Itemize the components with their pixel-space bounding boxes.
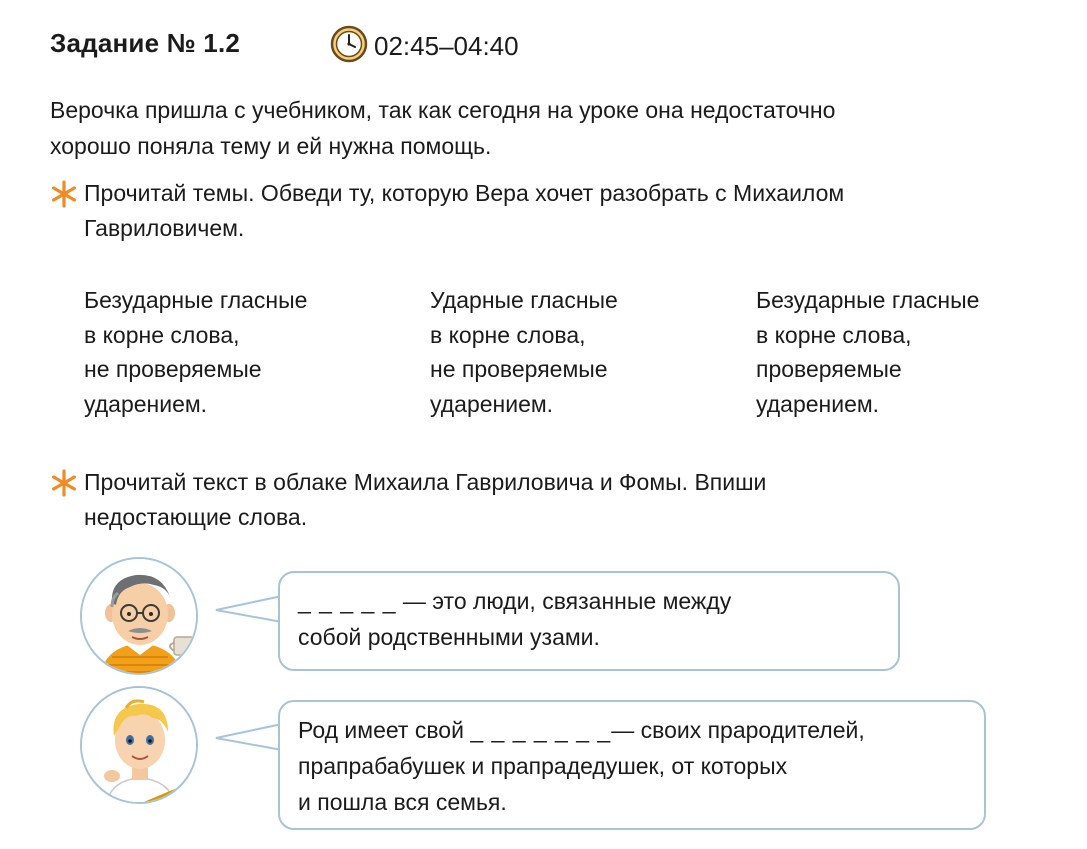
topic-option-1[interactable] (84, 283, 307, 421)
task-timer (330, 25, 519, 68)
speech-bubble-tail (210, 590, 284, 630)
topic-line: Ударные гласные (430, 287, 618, 313)
topic-line: не проверяемые (84, 356, 262, 382)
time-range: 02:45–04:40 (374, 31, 519, 61)
task-2-line-1: Прочитай текст в облаке Михаила Гавриловича и Фомы. Впиши (84, 469, 767, 495)
boy-avatar (80, 686, 198, 804)
bubble-line: прапрабабушек и прапрадедушек, от которых (298, 753, 788, 779)
intro-paragraph (50, 92, 1040, 164)
topic-line: в корне слова, (84, 321, 240, 348)
grandfather-avatar (80, 557, 198, 675)
task-instruction-1 (50, 176, 1050, 246)
task-2-line-2: недостающие слова. (84, 504, 308, 530)
topic-line: ударением. (430, 390, 554, 417)
bubble-text: — это люди, связанные между (396, 588, 732, 614)
asterisk-icon (50, 180, 84, 213)
topic-line: ударением. (756, 390, 880, 417)
bubble-line (298, 583, 880, 619)
topic-line: Безударные гласные (84, 287, 308, 313)
clock-icon (330, 25, 368, 68)
topic-line: не проверяемые (430, 356, 608, 382)
bubble-line: и пошла вся семья. (298, 789, 507, 815)
speech-bubble-student (278, 700, 986, 830)
topic-line: в корне слова, (430, 321, 586, 348)
answer-blank[interactable]: _ _ _ _ _ _ _ (470, 717, 612, 743)
topic-option-3[interactable] (756, 283, 979, 421)
task-1-line-2: Гавриловичем. (84, 215, 245, 241)
task-title: Задание № 1.2 (50, 28, 241, 58)
bubble-text: — своих прародителей, (611, 717, 865, 743)
asterisk-icon (50, 469, 84, 502)
task-1-line-1: Прочитай темы. Обведи ту, которую Вера хочет разобрать с Михаилом (84, 180, 845, 206)
task-instruction-2 (50, 465, 1050, 535)
intro-line-2: хорошо поняла тему и ей нужна помощь. (50, 133, 492, 159)
bubble-line (298, 712, 966, 748)
topic-option-2[interactable] (430, 283, 618, 421)
intro-line-1: Верочка пришла с учебником, так как сегодня на уроке она недостаточно (50, 97, 836, 123)
bubble-text: Род имеет свой (298, 717, 471, 743)
speech-bubble-teacher (278, 571, 900, 671)
topic-line: проверяемые (756, 356, 902, 382)
topic-line: Безударные гласные (756, 287, 980, 313)
bubble-line: собой родственными узами. (298, 624, 600, 650)
answer-blank[interactable]: _ _ _ _ _ (298, 588, 397, 614)
speech-bubble-tail (210, 718, 284, 758)
topic-line: в корне слова, (756, 321, 912, 348)
topic-line: ударением. (84, 390, 208, 417)
